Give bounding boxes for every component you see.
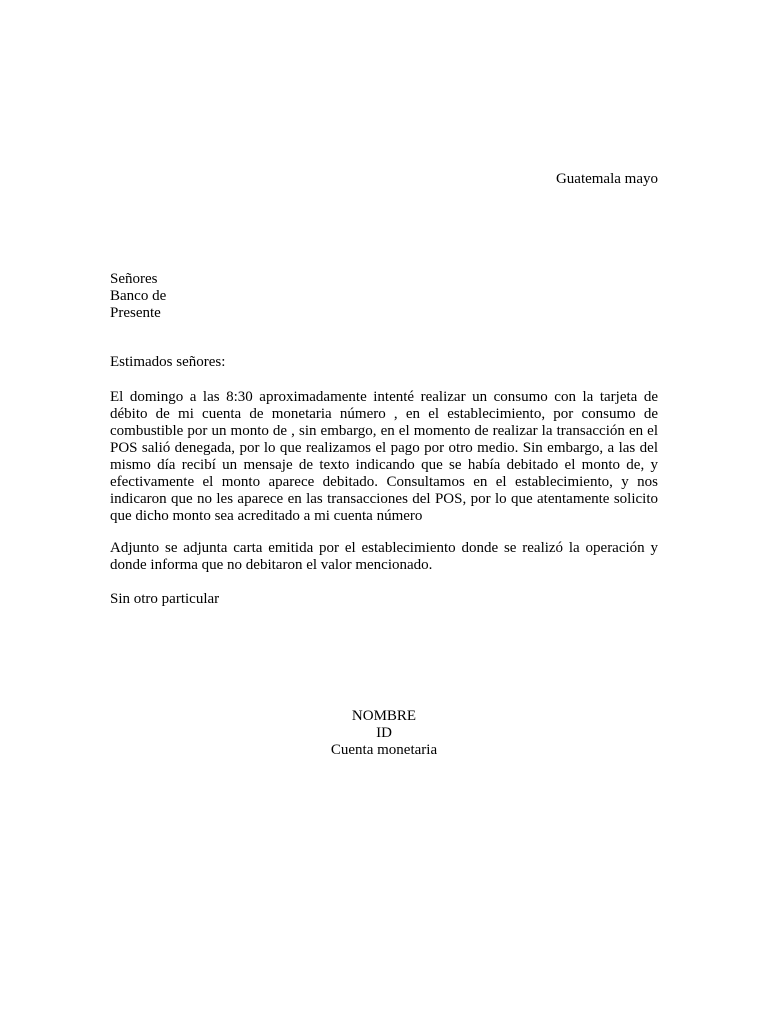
closing-line: Sin otro particular <box>110 591 220 607</box>
body-paragraph-2: Adjunto se adjunta carta emitida por el establecimiento donde se realizó la operación y donde informa que no debitaron el valor mencionado. <box>110 540 658 573</box>
signature-block <box>284 708 484 759</box>
recipient-line-senores: Señores <box>110 271 158 287</box>
signature-account: Cuenta monetaria <box>330 742 438 758</box>
signature-name: NOMBRE <box>351 708 417 724</box>
recipient-block <box>110 271 166 322</box>
date-line: Guatemala mayo <box>555 171 658 187</box>
body-paragraph-1: El domingo a las 8:30 aproximadamente intenté realizar un consumo con la tarjeta de débito de mi cuenta de monetaria número , en el establecimiento, por consumo de combustible por un monto de , sin embargo, en el momento de realizar la transacción en el POS salió denegada, por lo que realizamos el pago por otro medio. Sin embargo, a las del mismo día recibí un mensaje de texto indicando que se había debitado el monto de, y efectivamente el monto aparece debitado. Consultamos en el establecimiento, y nos indicaron que no les aparece en las transacciones del POS, por lo que atentamente solicito que dicho monto sea acreditado a mi cuenta número <box>110 389 658 524</box>
signature-id: ID <box>376 725 392 741</box>
salutation: Estimados señores: <box>110 354 226 370</box>
recipient-line-bank: Banco de <box>110 288 167 304</box>
recipient-line-presente: Presente <box>110 305 161 321</box>
